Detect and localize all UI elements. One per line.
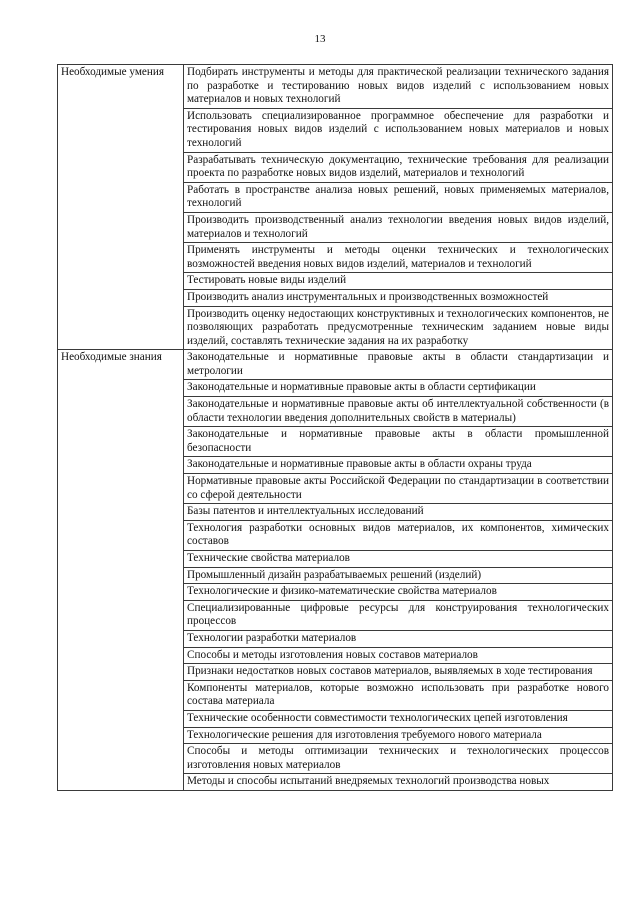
page-number: 13: [314, 33, 326, 45]
section-item: Использовать специализированное программное обеспечение для разработки и тестирования новых видов изделий с использованием новых материалов и новых технологий: [184, 108, 613, 152]
section-item: Технологические решения для изготовления требуемого нового материала: [184, 727, 613, 744]
section-item: Технологические и физико-математические свойства материалов: [184, 584, 613, 601]
requirements-table: [57, 64, 613, 791]
section-item: Признаки недостатков новых составов материалов, выявляемых в ходе тестирования: [184, 664, 613, 681]
section-item: Законодательные и нормативные правовые акты в области стандартизации и метрологии: [184, 350, 613, 380]
section-item: Законодательные и нормативные правовые акты в области охраны труда: [184, 457, 613, 474]
section-item: Производить анализ инструментальных и производственных возможностей: [184, 289, 613, 306]
section-item: Базы патентов и интеллектуальных исследований: [184, 504, 613, 521]
section-item: Применять инструменты и методы оценки технических и технологических возможностей введения новых видов изделий, материалов и технологий: [184, 243, 613, 273]
table-row: [58, 65, 613, 109]
section-item: Способы и методы изготовления новых составов материалов: [184, 647, 613, 664]
section-item: Законодательные и нормативные правовые акты в области промышленной безопасности: [184, 427, 613, 457]
section-item: Производить производственный анализ технологии введения новых видов изделий, материалов и технологий: [184, 212, 613, 242]
section-item: Технология разработки основных видов материалов, их компонентов, химических составов: [184, 520, 613, 550]
section-item: Методы и способы испытаний внедряемых технологий производства новых: [184, 774, 613, 791]
section-item: Производить оценку недостающих конструктивных и технологических компонентов, не позволяющих разработать предусмотренные техническим заданием новые виды изделий, составлять технические задания на их разработку: [184, 306, 613, 350]
requirements-table-body: [58, 65, 613, 791]
section-item: Подбирать инструменты и методы для практической реализации технического задания по разработке и тестированию новых видов изделий с использованием новых материалов и новых технологий: [184, 65, 613, 109]
section-item: Технические свойства материалов: [184, 551, 613, 568]
section-label: Необходимые знания: [58, 350, 184, 791]
table-row: [58, 350, 613, 380]
section-item: Законодательные и нормативные правовые акты в области сертификации: [184, 380, 613, 397]
section-item: Специализированные цифровые ресурсы для конструирования технологических процессов: [184, 600, 613, 630]
section-item: Тестировать новые виды изделий: [184, 273, 613, 290]
section-item: Способы и методы оптимизации технических и технологических процессов изготовления новых материалов: [184, 744, 613, 774]
section-item: Разрабатывать техническую документацию, технические требования для реализации проекта по разработке новых видов изделий, материалов и технологий: [184, 152, 613, 182]
section-item: Компоненты материалов, которые возможно использовать при разработке нового состава материала: [184, 680, 613, 710]
section-label: Необходимые умения: [58, 65, 184, 350]
section-item: Законодательные и нормативные правовые акты об интеллектуальной собственности (в области технологии введения дополнительных свойств в материалы): [184, 397, 613, 427]
section-item: Технологии разработки материалов: [184, 630, 613, 647]
section-item: Нормативные правовые акты Российской Федерации по стандартизации в соответствии со сферой деятельности: [184, 474, 613, 504]
section-item: Технические особенности совместимости технологических цепей изготовления: [184, 710, 613, 727]
section-item: Промышленный дизайн разрабатываемых решений (изделий): [184, 567, 613, 584]
section-item: Работать в пространстве анализа новых решений, новых применяемых материалов, технологий: [184, 182, 613, 212]
